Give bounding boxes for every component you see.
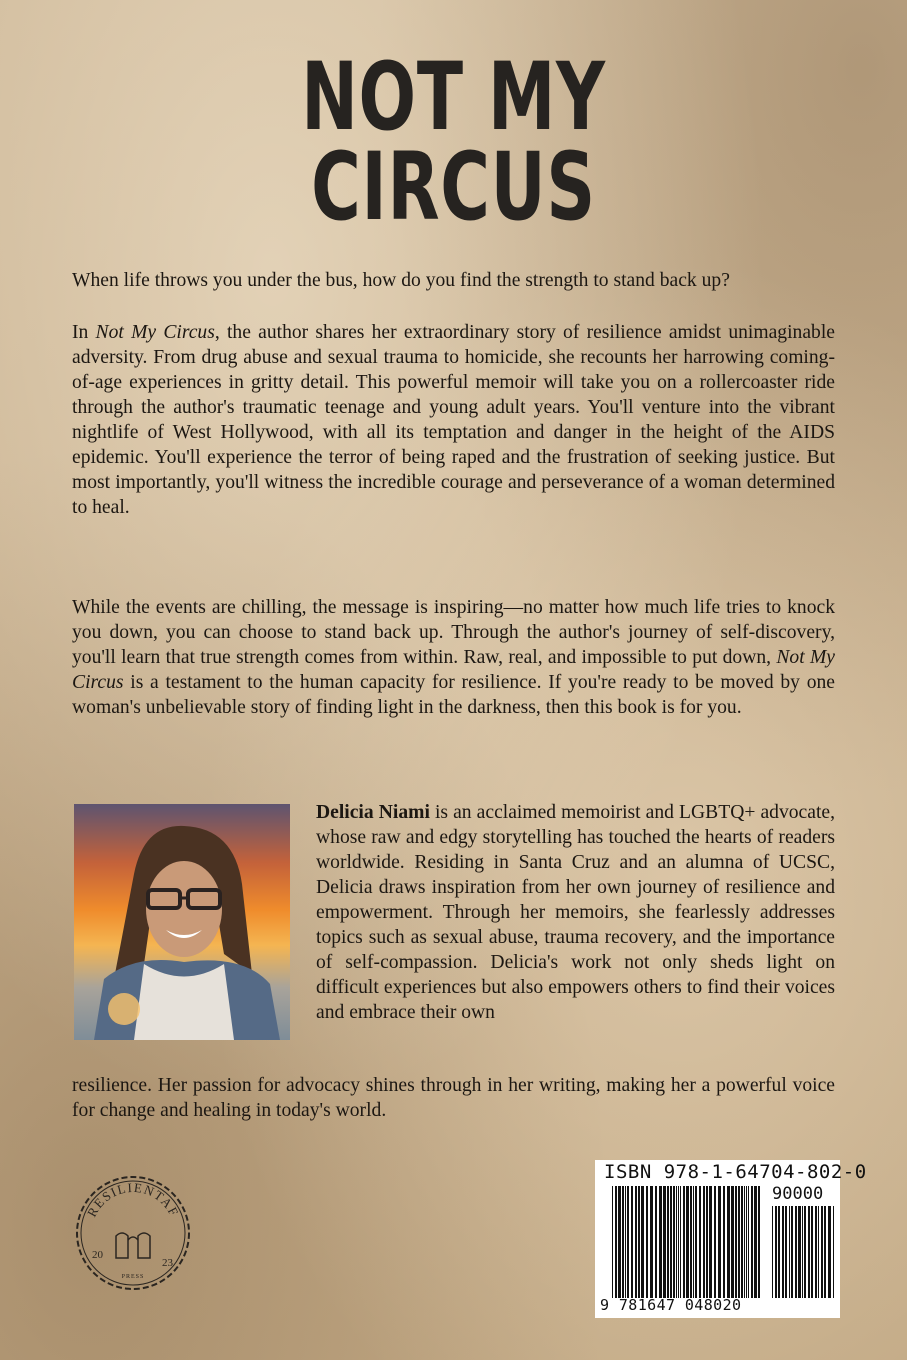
barcode-add-on: 90000 xyxy=(772,1184,824,1204)
barcode-bar xyxy=(754,1186,757,1298)
barcode-bar xyxy=(818,1206,819,1298)
blurb1-rest: , the author shares her extraordinary story of resilience amidst unimaginable adversity. From drug abuse and sexual trauma to homicide, she recounts her harrowing coming-of-age experiences in gritty detail. This powerful memoir will take you on a rollercoaster ride through the author's traumatic teenage and young adult years. You'll venture into the vibrant nightlife of West Hollywood, with all its temptation and danger in the height of the AIDS epidemic. You'll experience the terror of being raped and the frustration of seeking justice. But most importantly, you'll witness the incredible courage and perseverance of a woman determined to heal. xyxy=(72,322,835,518)
barcode-bar xyxy=(815,1206,817,1298)
barcode-bar xyxy=(714,1186,716,1298)
barcode-bar xyxy=(775,1206,777,1298)
barcode-bar xyxy=(699,1186,701,1298)
barcode-bar xyxy=(690,1186,692,1298)
barcode-bar xyxy=(709,1186,712,1298)
publisher-logo xyxy=(70,1170,196,1296)
barcode-bar xyxy=(612,1186,613,1298)
publisher-sub: PRESS xyxy=(121,1274,145,1280)
barcode-bar xyxy=(706,1186,708,1298)
barcode-bar xyxy=(638,1186,640,1298)
barcode-bar xyxy=(650,1186,653,1298)
barcode-bar xyxy=(791,1206,793,1298)
title-line-2: CIRCUS xyxy=(311,133,596,242)
barcode-bar xyxy=(678,1186,679,1298)
barcode-bar xyxy=(635,1186,637,1298)
blurb1-book-title: Not My Circus xyxy=(95,322,215,343)
barcode-bar xyxy=(627,1186,629,1298)
author-bio-beside-photo xyxy=(316,800,835,1025)
barcode-bar xyxy=(808,1206,810,1298)
author-bio-text: is an acclaimed memoirist and LGBTQ+ advocate, whose raw and edgy storytelling has touched the hearts of readers worldwide. Residing in Santa Cruz and an alumna of UCSC, Delicia draws inspiration from her own journey of resilience and empowerment. Through her memoirs, she fearlessly addresses topics such as sexual abuse, trauma recovery, and the importance of self-compassion. Delicia's work not only sheds light on difficult experiences but also empowers others to find their voices and embrace their own xyxy=(316,802,835,1023)
barcode-bar xyxy=(811,1206,813,1298)
barcode-bar xyxy=(676,1186,677,1298)
barcode-bar xyxy=(615,1186,617,1298)
barcode-bar xyxy=(667,1186,669,1298)
barcode-bar xyxy=(683,1186,685,1298)
blurb-paragraph-2 xyxy=(72,595,835,720)
title-line-1: NOT MY xyxy=(301,43,606,152)
blurb2-book-title: Not My Circus xyxy=(72,647,835,693)
barcode-bar xyxy=(746,1186,747,1298)
barcode-bar xyxy=(673,1186,675,1298)
barcode-bar xyxy=(828,1206,831,1298)
blurb2-rest: is a testament to the human capacity for resilience. If you're ready to be moved by one woman's unbelievable story of finding light in the darkness, then this book is for you. xyxy=(72,672,835,718)
blurb1-lead: In xyxy=(72,322,96,343)
barcode-bar xyxy=(731,1186,734,1298)
author-bio-below-photo: resilience. Her passion for advocacy shines through in her writing, making her a powerful voice for change and healing in today's world. xyxy=(72,1075,835,1121)
barcode-add-on-bars xyxy=(772,1206,836,1298)
barcode-bar xyxy=(659,1186,662,1298)
isbn-label: ISBN 978-1-64704-802-0 xyxy=(604,1161,867,1183)
barcode-bar xyxy=(798,1206,801,1298)
barcode-bar xyxy=(723,1186,725,1298)
barcode-bar xyxy=(738,1186,740,1298)
barcode-bar xyxy=(785,1206,787,1298)
tagline: When life throws you under the bus, how do you find the strength to stand back up? xyxy=(72,270,730,291)
publisher-name: RESILIENTAF xyxy=(84,1179,183,1220)
barcode-bar xyxy=(804,1206,806,1298)
barcode-bar xyxy=(727,1186,730,1298)
barcode-bar xyxy=(641,1186,644,1298)
barcode-bar xyxy=(824,1206,826,1298)
barcode-bar xyxy=(646,1186,648,1298)
barcode-bar xyxy=(663,1186,666,1298)
barcode-bar xyxy=(693,1186,694,1298)
barcode-bar xyxy=(695,1186,697,1298)
publisher-year-left: 20 xyxy=(92,1249,103,1261)
barcode-bar xyxy=(778,1206,780,1298)
barcode-bar xyxy=(748,1186,749,1298)
barcode-bar xyxy=(670,1186,672,1298)
author-photo xyxy=(74,804,290,1040)
barcode-bar xyxy=(622,1186,624,1298)
barcode-bar xyxy=(625,1186,626,1298)
barcode-bar xyxy=(795,1206,797,1298)
barcode-digits: 9 781647 048020 xyxy=(600,1296,742,1314)
barcode-bar xyxy=(655,1186,657,1298)
blurb-paragraph-1 xyxy=(72,320,835,520)
barcode-bar xyxy=(758,1186,760,1298)
barcode-bar xyxy=(789,1206,790,1298)
barcode-bar xyxy=(631,1186,633,1298)
barcode-bar xyxy=(833,1206,834,1298)
barcode-bar xyxy=(686,1186,689,1298)
barcode-bar xyxy=(744,1186,745,1298)
barcode-bar xyxy=(718,1186,721,1298)
barcode-main-bars xyxy=(612,1186,762,1298)
barcode-bar xyxy=(680,1186,681,1298)
publisher-year-right: 23 xyxy=(162,1257,173,1269)
barcode-bar xyxy=(741,1186,743,1298)
blurb2-lead: While the events are chilling, the message is inspiring—no matter how much life tries to knock you down, you can choose to stand back up. Through the author's journey of self-discovery, you'll learn that true strength comes from within. Raw, real, and impossible to put down, xyxy=(72,597,835,668)
barcode-bar xyxy=(772,1206,773,1298)
barcode-bar xyxy=(782,1206,784,1298)
barcode-bar xyxy=(703,1186,705,1298)
barcode-bar xyxy=(735,1186,737,1298)
barcode-bar xyxy=(821,1206,823,1298)
barcode-bar xyxy=(751,1186,753,1298)
barcode-bar xyxy=(802,1206,803,1298)
barcode-bar xyxy=(618,1186,621,1298)
author-name: Delicia Niami xyxy=(316,802,430,823)
